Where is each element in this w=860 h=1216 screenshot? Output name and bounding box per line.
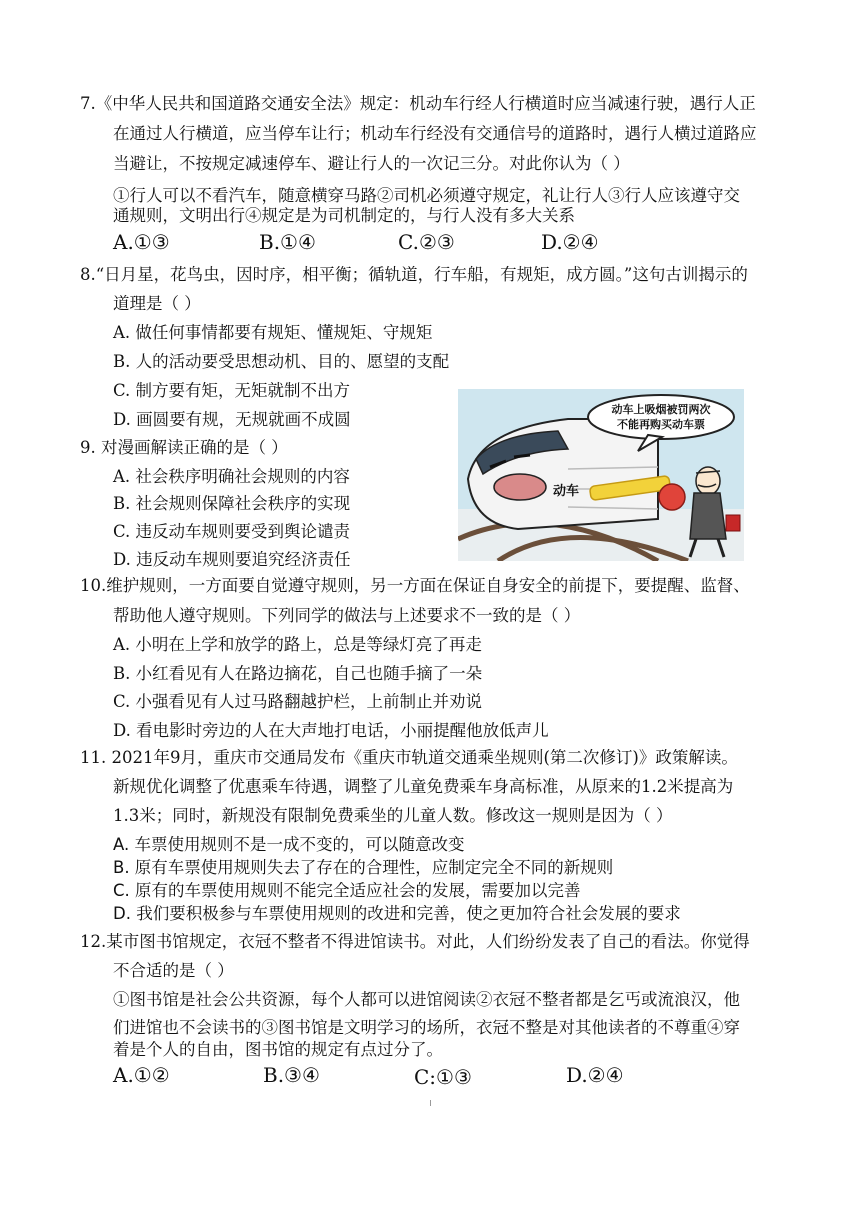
q10-option-b: B. 小红看见有人在路边摘花，自己也随手摘了一朵 [113, 664, 483, 683]
q7-option-a: A.①③ [113, 230, 170, 254]
q9-option-a: A. 社会秩序明确社会规则的内容 [113, 467, 350, 486]
q12-option-c: C:①③ [414, 1065, 472, 1089]
train-smoking-cartoon [458, 389, 744, 561]
q11-option-d: D. 我们要积极参与车票使用规则的改进和完善，使之更加符合社会发展的要求 [113, 904, 681, 923]
q7-stem-line-2: 在通过人行横道，应当停车让行；机动车行经没有交通信号的道路时，遇行人横过道路应 [113, 124, 757, 143]
q10-stem-line-2: 帮助他人遵守规则。下列同学的做法与上述要求不一致的是（ ） [113, 606, 581, 625]
q11-option-b: B. 原有车票使用规则失去了存在的合理性，应制定完全不同的新规则 [113, 858, 614, 877]
q11-option-a: A. 车票使用规则不是一成不变的，可以随意改变 [113, 835, 465, 854]
q7-statement-line-1: ①行人可以不看汽车，随意横穿马路②司机必须遵守规定，礼让行人③行人应该遵守交 [113, 186, 740, 205]
q8-option-a: A. 做任何事情都要有规矩、懂规矩、守规矩 [113, 323, 433, 342]
q11-option-c: C. 原有的车票使用规则不能完全适应社会的发展，需要加以完善 [113, 881, 581, 900]
speech-bubble-line-2: 不能再购买动车票 [617, 418, 705, 431]
q7-stem-line-3: 当避让，不按规定减速停车、避让行人的一次记三分。对此你认为（ ） [113, 154, 630, 173]
page-mark [430, 1100, 431, 1106]
q8-stem-line-2: 道理是（ ） [113, 294, 201, 313]
q7-option-b: B.①④ [259, 230, 316, 254]
q10-option-c: C. 小强看见有人过马路翻越护栏，上前制止并劝说 [113, 692, 483, 711]
speech-bubble-line-1: 动车上吸烟被罚两次 [611, 403, 711, 416]
q12-option-b: B.③④ [263, 1063, 320, 1087]
q9-stem-line-1: 9. 对漫画解读正确的是（ ） [80, 438, 288, 457]
q9-option-c: C. 违反动车规则要受到舆论谴责 [113, 522, 351, 541]
q8-stem-line-1: 8.“日月星，花鸟虫，因时序，相平衡；循轨道，行车船，有规矩，成方圆。”这句古训揭示的 [80, 265, 748, 284]
q9-option-d: D. 违反动车规则要追究经济责任 [113, 550, 351, 569]
q12-stem-line-1: 12.某市图书馆规定，衣冠不整者不得进馆读书。对此，人们纷纷发表了自己的看法。你觉得 [80, 932, 750, 951]
q12-option-d: D.②④ [566, 1063, 624, 1087]
q7-option-d: D.②④ [541, 230, 599, 254]
passenger-body-icon [690, 493, 726, 539]
q11-stem-line-3: 1.3米；同时，新规没有限制免费乘坐的儿童人数。修改这一规则是因为（ ） [113, 806, 673, 825]
q12-statement-line-1: ①图书馆是社会公共资源，每个人都可以进馆阅读②衣冠不整者都是乞丐或流浪汉，他 [113, 990, 740, 1009]
speech-bubble-icon [588, 395, 734, 439]
q11-stem-line-1: 11. 2021年9月，重庆市交通局发布《重庆市轨道交通乘坐规则(第二次修订)》政策解读。 [80, 748, 738, 767]
q8-option-b: B. 人的活动要受思想动机、目的、愿望的支配 [113, 352, 450, 371]
q10-stem-line-1: 10.维护规则，一方面要自觉遵守规则，另一方面在保证自身安全的前提下，要提醒、监督、 [80, 576, 750, 595]
q7-statement-line-2: 通规则，文明出行④规定是为司机制定的，与行人没有多大关系 [113, 206, 575, 225]
q8-option-d: D. 画圆要有规，无规就画不成圆 [113, 410, 351, 429]
q11-stem-line-2: 新规优化调整了优惠乘车待遇，调整了儿童免费乘车身高标准，从原来的1.2米提高为 [113, 777, 734, 796]
q7-stem-line-1: 7.《中华人民共和国道路交通安全法》规定：机动车行经人行横道时应当减速行驶，遇行人正 [80, 94, 756, 113]
q12-statement-line-2: 们进馆也不会读书的③图书馆是文明学习的场所，衣冠不整是对其他读者的不尊重④穿 [113, 1018, 740, 1037]
q8-option-c: C. 制方要有矩，无矩就制不出方 [113, 381, 351, 400]
q7-option-c: C.②③ [398, 230, 455, 254]
q10-option-a: A. 小明在上学和放学的路上，总是等绿灯亮了再走 [113, 635, 482, 654]
red-bag-icon [726, 515, 740, 531]
q12-stem-line-2: 不合适的是（ ） [113, 961, 234, 980]
red-glove-icon [659, 484, 685, 510]
q12-statement-line-3: 着是个人的自由，图书馆的规定有点过分了。 [113, 1040, 443, 1059]
q12-option-a: A.①② [113, 1063, 170, 1087]
q10-option-d: D. 看电影时旁边的人在大声地打电话，小丽提醒他放低声儿 [113, 721, 549, 740]
q9-option-b: B. 社会规则保障社会秩序的实现 [113, 494, 351, 513]
train-label: 动车 [553, 484, 580, 499]
train-mouth-icon [494, 474, 546, 500]
